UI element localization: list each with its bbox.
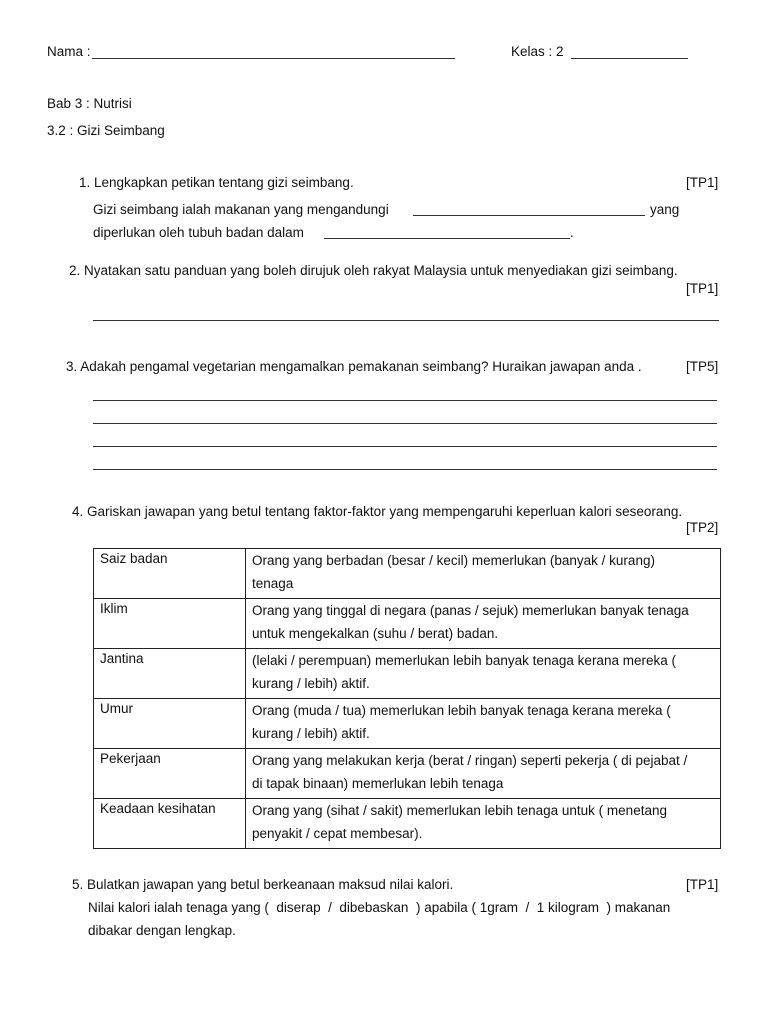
factor-cell: Iklim (94, 599, 246, 649)
description-line: Orang yang melakukan kerja (berat / ringan) seperti pekerja ( di pejabat / (252, 753, 688, 768)
q5-line1[interactable]: Nilai kalori ialah tenaga yang ( diserap / dibebaskan ) apabila ( 1gram / 1 kilogram ) makanan (88, 900, 671, 915)
description-cell[interactable] (246, 549, 721, 599)
q3-answer-line[interactable] (93, 469, 717, 470)
q3-answer-line[interactable] (93, 446, 717, 447)
q2-tp-label: [TP1] (686, 281, 719, 296)
table-row (94, 649, 721, 699)
q5-question: 5. Bulatkan jawapan yang betul berkeanaan maksud nilai kalori. (72, 877, 454, 892)
nama-label: Nama : (47, 44, 91, 59)
q1-line1-after: yang (650, 202, 680, 217)
q1-line2-text: diperlukan oleh tubuh badan dalam (93, 225, 304, 240)
description-cell[interactable] (246, 749, 721, 799)
description-cell[interactable] (246, 699, 721, 749)
q1-blank-2[interactable] (324, 238, 570, 239)
nama-answer-line[interactable] (92, 58, 455, 59)
subtopic-title: 3.2 : Gizi Seimbang (47, 123, 165, 138)
table-row (94, 549, 721, 599)
q1-question: 1. Lengkapkan petikan tentang gizi seimbang. (79, 175, 354, 190)
table-row (94, 599, 721, 649)
table-row (94, 699, 721, 749)
factor-cell: Pekerjaan (94, 749, 246, 799)
factors-table (93, 548, 721, 849)
q1-line1-text: Gizi seimbang ialah makanan yang mengandungi (93, 202, 389, 217)
description-line: Orang yang tinggal di negara (panas / sejuk) memerlukan banyak tenaga (252, 603, 689, 618)
description-line: (lelaki / perempuan) memerlukan lebih banyak tenaga kerana mereka ( (252, 653, 676, 668)
q4-tp-label: [TP2] (686, 520, 719, 535)
description-line: Orang (muda / tua) memerlukan lebih banyak tenaga kerana mereka ( (252, 703, 671, 718)
description-cell[interactable] (246, 599, 721, 649)
description-cell[interactable] (246, 649, 721, 699)
description-line: kurang / lebih) aktif. (252, 676, 370, 691)
q3-answer-line[interactable] (93, 400, 717, 401)
q5-tp-label: [TP1] (686, 877, 719, 892)
table-row (94, 749, 721, 799)
q2-answer-line[interactable] (93, 320, 719, 321)
q4-question: 4. Gariskan jawapan yang betul tentang faktor-faktor yang mempengaruhi keperluan kalori seseorang. (72, 504, 683, 519)
description-cell[interactable] (246, 799, 721, 849)
factor-cell: Saiz badan (94, 549, 246, 599)
q3-answer-line[interactable] (93, 423, 717, 424)
q1-line2-after: . (570, 225, 574, 240)
description-line: di tapak binaan) memerlukan lebih tenaga (252, 776, 504, 791)
kelas-label: Kelas : 2 (511, 44, 564, 59)
q5-line2: dibakar dengan lengkap. (88, 923, 236, 938)
description-line: untuk mengekalkan (suhu / berat) badan. (252, 626, 499, 641)
q2-question: 2. Nyatakan satu panduan yang boleh dirujuk oleh rakyat Malaysia untuk menyediakan gizi seimbang. (69, 263, 678, 278)
q1-blank-1[interactable] (413, 215, 645, 216)
q1-tp-label: [TP1] (686, 175, 719, 190)
description-line: tenaga (252, 576, 294, 591)
q3-question: 3. Adakah pengamal vegetarian mengamalkan pemakanan seimbang? Huraikan jawapan anda . (66, 359, 642, 374)
description-line: kurang / lebih) aktif. (252, 726, 370, 741)
description-line: Orang yang (sihat / sakit) memerlukan lebih tenaga untuk ( menetang (252, 803, 667, 818)
factor-cell: Umur (94, 699, 246, 749)
description-line: penyakit / cepat membesar). (252, 826, 423, 841)
q3-tp-label: [TP5] (686, 359, 719, 374)
chapter-title: Bab 3 : Nutrisi (47, 96, 132, 111)
description-line: Orang yang berbadan (besar / kecil) memerlukan (banyak / kurang) (252, 553, 655, 568)
factor-cell: Jantina (94, 649, 246, 699)
table-row (94, 799, 721, 849)
kelas-answer-line[interactable] (571, 58, 688, 59)
factor-cell: Keadaan kesihatan (94, 799, 246, 849)
